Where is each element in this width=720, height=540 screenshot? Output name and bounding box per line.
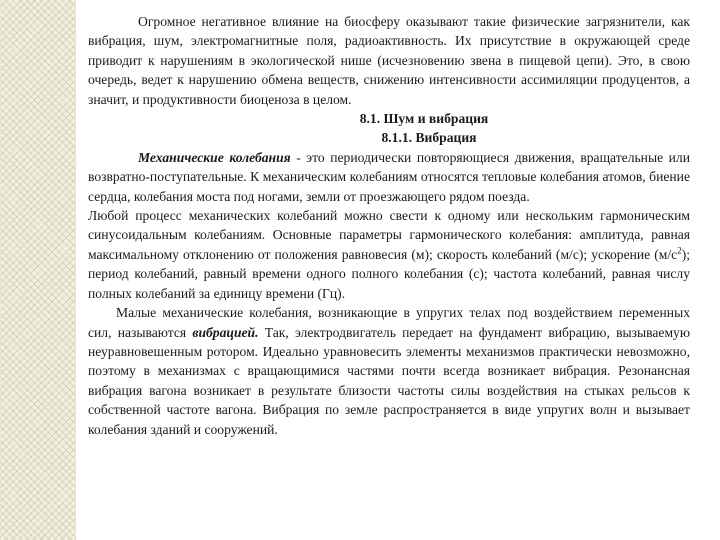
paragraph-text: Любой процесс механических колебаний можно свести к одному или нескольким гармоническим синусоидальным колебаниям. Основные параметры гармонического колебания: амплитуда, равная максимальному отклонению от положения равновесия (м); скорость колебаний (м/с); ускорение (м/с bbox=[88, 208, 690, 262]
subsection-heading: 8.1.1. Вибрация bbox=[381, 130, 477, 146]
paragraph-text: ); период колебаний, равный времени одного полного колебания (с); частота колебаний, равная числу полных колебаний за единицу времени (Гц). bbox=[88, 246, 690, 301]
paragraph-text: Малые механические колебания, возникающие в упругих телах под воздействием переменных сил, называются bbox=[88, 305, 690, 340]
paragraph-text: - это периодически повторяющиеся движения, вращательные или возвратно-поступательные. К механическим колебаниям относятся тепловые колебания атомов, биение сердца, колебания моста под ногами, земли от проезжающего рядом поезда. bbox=[88, 149, 690, 204]
harmonic-parameters-paragraph bbox=[88, 206, 690, 303]
superscript: 2 bbox=[677, 245, 682, 256]
mechanical-oscillations-paragraph bbox=[88, 148, 690, 206]
term-vibration: вибрацией. bbox=[192, 324, 259, 340]
decorative-side-strip bbox=[0, 0, 76, 540]
section-heading: 8.1. Шум и вибрация bbox=[359, 111, 489, 127]
term-mechanical-oscillations: Механические колебания bbox=[138, 149, 291, 165]
document-text bbox=[88, 12, 690, 439]
intro-paragraph: Огромное негативное влияние на биосферу оказывают такие физические загрязнители, как вибрация, шум, электромагнитные поля, радиоактивность. Их присутствие в окружающей среде приводит к нарушениям в экологической нише (исчезновению звена в пищевой цепи). Это, в свою очередь, ведет к нарушению обмена веществ, снижению интенсивности ассимиляции продуцентов, а значит, и продуктивности биоценоза в целом. bbox=[88, 14, 690, 107]
paragraph-text: Так, электродвигатель передает на фундамент вибрацию, вызываемую неуравновешенным ротором. Идеально уравновесить элементы механизмов практически невозможно, поэтому в механизмах с вращающимися частями почти всегда возникает вибрация. Резонансная вибрация вагона возникает в результате близости частоты силы воздействия на стыках рельсов к собственной частоте вагона. Вибрация по земле распространяется в виде упругих волн и вызывает колебания зданий и сооружений. bbox=[88, 324, 690, 437]
vibration-paragraph bbox=[88, 303, 690, 439]
